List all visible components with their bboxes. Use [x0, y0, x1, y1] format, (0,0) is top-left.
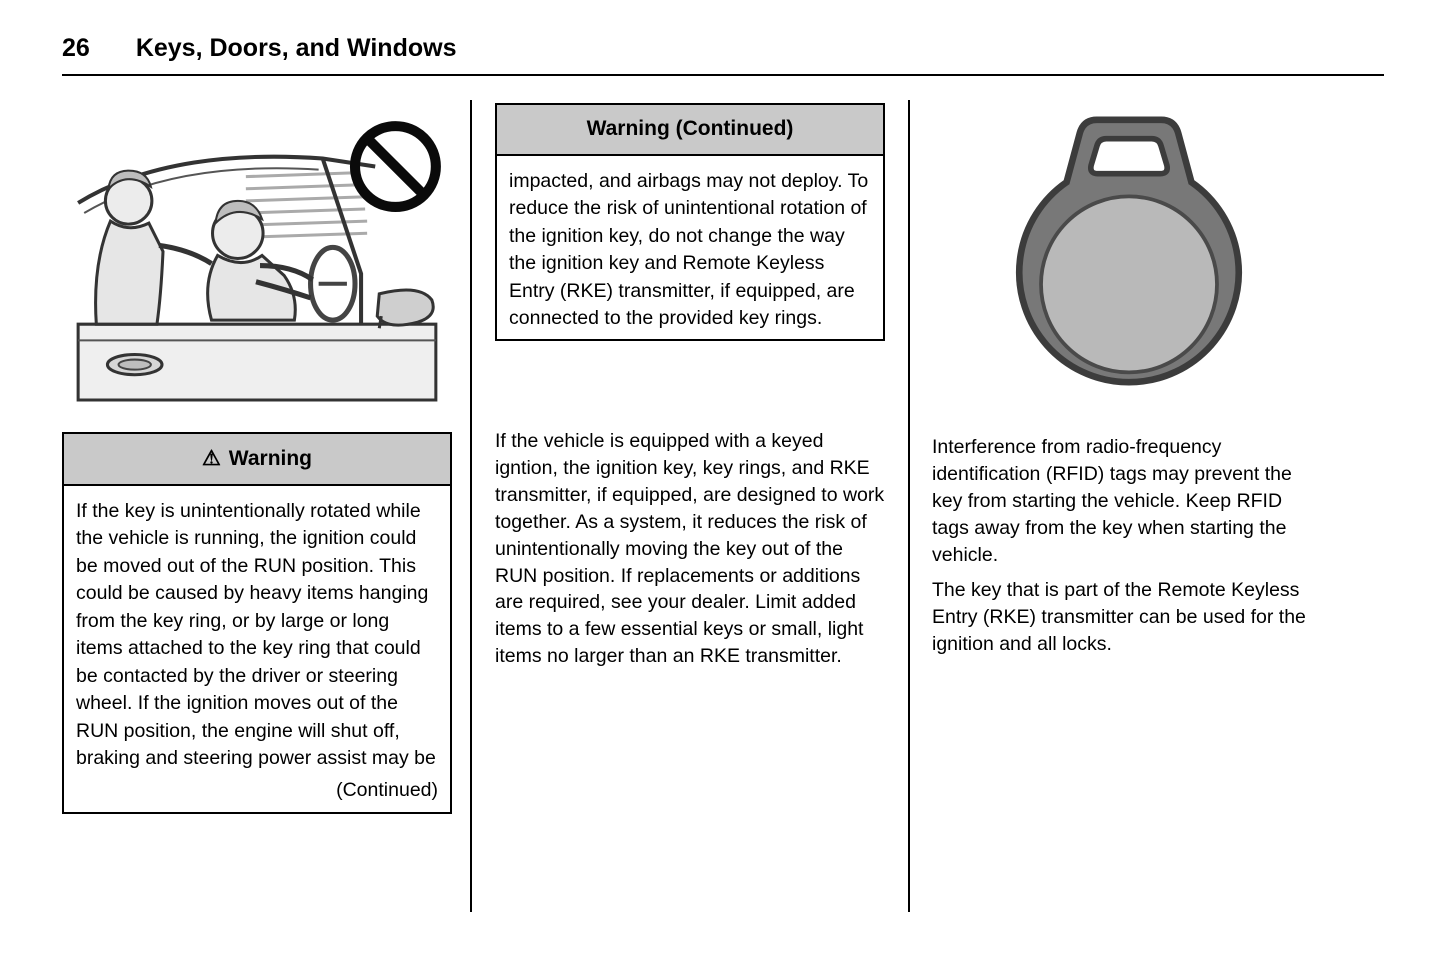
page-header — [62, 34, 456, 63]
page-number: 26 — [62, 34, 90, 62]
page-title: Keys, Doors, and Windows — [135, 34, 457, 62]
warning-continued-box-body: impacted, and airbags may not deploy. To reduce the risk of unintentional rotation of the ignition key, do not change the way the ignition key and Remote Keyless Entry (RKE) transmitter, if equipped, are connected to the provided key rings. — [509, 170, 869, 330]
header-rule — [62, 74, 1384, 76]
warning-box-header — [64, 434, 450, 486]
warning-continued-box-header: Warning (Continued) — [497, 105, 883, 156]
warning-box — [62, 432, 452, 814]
column-divider-right — [908, 100, 910, 912]
warning-box-title: Warning — [228, 447, 313, 470]
warning-triangle-icon: ⚠ — [201, 447, 221, 470]
key-fob-illustration — [1006, 108, 1252, 404]
blinds-lines — [246, 173, 367, 238]
warning-continued-label: (Continued) — [336, 778, 438, 801]
rke-key-paragraph: The key that is part of the Remote Keyless Entry (RKE) transmitter can be used for the ignition and all locks. — [932, 579, 1306, 655]
rfid-paragraph: Interference from radio-frequency identification (RFID) tags may prevent the key from starting the vehicle. Keep RFID tags away from the key when starting the vehicle. — [932, 436, 1292, 566]
keyed-ignition-paragraph: If the vehicle is equipped with a keyed igntion, the ignition key, key rings, and RKE transmitter, if equipped, are designed to work together. As a system, it reduces the risk of unintentionally moving the key out of the RUN position. If replacements or additions are required, see your dealer. Limit added items to a few essential keys or small, light items no larger than an RKE transmitter. — [495, 430, 885, 668]
warning-continued-box — [495, 103, 885, 341]
warning-box-body: If the key is unintentionally rotated while the vehicle is running, the ignition could be moved out of the RUN position. This could be caused by heavy items hanging from the key ring, or by large or long items attached to the key ring that could be contacted by the driver or steering wheel. If the ignition moves out of the RUN position, the engine will shut off, braking and steering power assist may be — [76, 500, 436, 770]
children-car-illustration — [72, 114, 444, 402]
column-divider-left — [470, 100, 472, 912]
